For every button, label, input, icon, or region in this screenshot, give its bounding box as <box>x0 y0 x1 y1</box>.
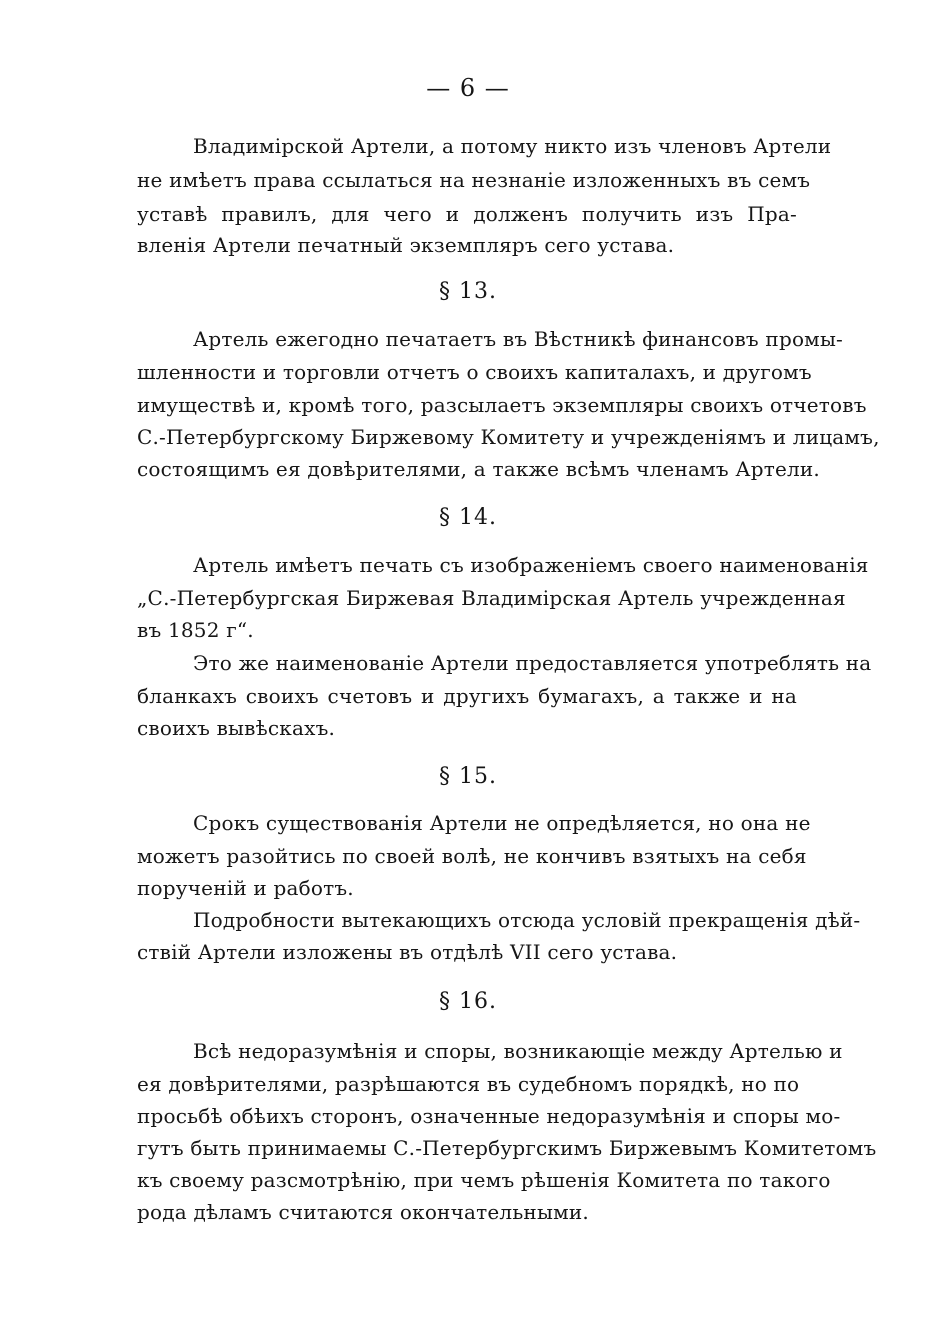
section-15-line-5: ствій Артели изложены въ отдѣлѣ VII сего устава. <box>137 940 678 964</box>
section-16-line-1: Всѣ недоразумѣнія и споры, возникающіе между Артелью и <box>193 1039 843 1063</box>
intro-line-3: уставѣ правилъ, для чего и долженъ получить изъ Пра- <box>137 202 797 226</box>
section-15-line-3: порученій и работъ. <box>137 876 354 900</box>
section-15-heading: § 15. <box>439 764 497 789</box>
intro-line-4: вленія Артели печатный экземпляръ сего устава. <box>137 233 675 257</box>
section-16-line-3: просьбѣ обѣихъ сторонъ, означенные недоразумѣнія и споры мо- <box>137 1104 841 1128</box>
section-13-line-1: Артель ежегодно печатаетъ въ Вѣстникѣ финансовъ промы- <box>193 327 844 351</box>
section-16-line-5: къ своему разсмотрѣнію, при чемъ рѣшенія Комитета по такого <box>137 1168 831 1192</box>
page-number: — 6 — <box>426 74 510 102</box>
section-14-line-3: въ 1852 г“. <box>137 618 254 642</box>
section-14-line-6: своихъ вывѣскахъ. <box>137 716 336 740</box>
section-15-line-2: можетъ разойтись по своей волѣ, не кончивъ взятыхъ на себя <box>137 844 807 868</box>
section-14-line-4: Это же наименованіе Артели предоставляется употреблять на <box>193 651 872 675</box>
section-14-line-1: Артель имѣетъ печать съ изображеніемъ своего наименованія <box>193 553 869 577</box>
section-15-line-4: Подробности вытекающихъ отсюда условій прекращенія дѣй- <box>193 908 861 932</box>
intro-line-2: не имѣетъ права ссылаться на незнаніе изложенныхъ въ семъ <box>137 168 811 192</box>
section-13-line-4: С.-Петербургскому Биржевому Комитету и учрежденіямъ и лицамъ, <box>137 425 880 449</box>
section-16-heading: § 16. <box>439 989 497 1014</box>
section-14-heading: § 14. <box>439 505 497 530</box>
section-15-line-1: Срокъ существованія Артели не опредѣляется, но она не <box>193 811 811 835</box>
section-16-line-4: гутъ быть принимаемы С.-Петербургскимъ Биржевымъ Комитетомъ <box>137 1136 877 1160</box>
section-14-line-5: бланкахъ своихъ счетовъ и другихъ бумагахъ, а также и на <box>137 684 797 708</box>
section-13-line-2: шленности и торговли отчетъ о своихъ капиталахъ, и другомъ <box>137 360 812 384</box>
intro-line-1: Владимірской Артели, а потому никто изъ членовъ Артели <box>193 134 832 158</box>
section-16-line-6: рода дѣламъ считаются окончательными. <box>137 1200 589 1224</box>
section-16-line-2: ея довѣрителями, разрѣшаются въ судебномъ порядкѣ, но по <box>137 1072 800 1096</box>
section-13-line-3: имуществѣ и, кромѣ того, разсылаетъ экземпляры своихъ отчетовъ <box>137 393 867 417</box>
section-13-heading: § 13. <box>439 279 497 304</box>
section-14-line-2: „С.-Петербургская Биржевая Владимірская Артель учрежденная <box>137 586 846 610</box>
section-13-line-5: состоящимъ ея довѣрителями, а также всѣмъ членамъ Артели. <box>137 457 820 481</box>
